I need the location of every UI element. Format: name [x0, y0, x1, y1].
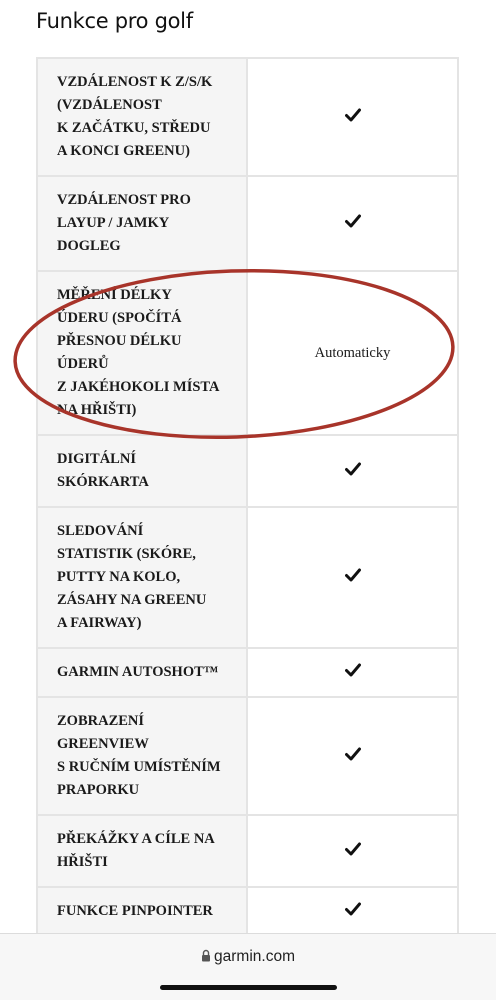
- feature-value: [247, 887, 458, 936]
- table-row: [37, 435, 458, 507]
- check-icon: [345, 108, 361, 122]
- lock-icon: [201, 949, 211, 962]
- home-indicator[interactable]: [160, 985, 337, 990]
- check-icon: [345, 902, 361, 916]
- feature-value: [247, 648, 458, 697]
- check-icon: [345, 214, 361, 228]
- feature-label: VZDÁLENOST K Z/S/K (VZDÁLENOST K ZAČÁTKU, STŘEDU A KONCI GREENU): [37, 58, 247, 176]
- feature-label: SLEDOVÁNÍ STATISTIK (SKÓRE, PUTTY NA KOLO, ZÁSAHY NA GREENU A FAIRWAY): [37, 507, 247, 648]
- check-icon: [345, 842, 361, 856]
- feature-value: [247, 815, 458, 887]
- feature-value: [247, 435, 458, 507]
- table-row: [37, 697, 458, 815]
- feature-label: MĚŘENÍ DÉLKY ÚDERU (SPOČÍTÁ PŘESNOU DÉLKU ÚDERŮ Z JAKÉHOKOLI MÍSTA NA HŘIŠTI): [37, 271, 247, 435]
- feature-label: FUNKCE PINPOINTER: [37, 887, 247, 936]
- check-icon: [345, 462, 361, 476]
- browser-bottom-bar: [0, 933, 496, 1000]
- feature-label: VZDÁLENOST PRO LAYUP / JAMKY DOGLEG: [37, 176, 247, 271]
- feature-value: [247, 697, 458, 815]
- check-icon: [345, 747, 361, 761]
- table-row: [37, 271, 458, 435]
- table-row: [37, 507, 458, 648]
- address-bar[interactable]: [0, 948, 496, 966]
- check-icon: [345, 663, 361, 677]
- page-title: Funkce pro golf: [36, 9, 193, 33]
- url-text: garmin.com: [214, 948, 295, 965]
- feature-value-text: Automaticky: [314, 344, 391, 361]
- table-row: [37, 176, 458, 271]
- features-table: [36, 57, 459, 1000]
- feature-value: [247, 58, 458, 176]
- table-row: [37, 648, 458, 697]
- feature-label: ZOBRAZENÍ GREENVIEW S RUČNÍM UMÍSTĚNÍM PRAPORKU: [37, 697, 247, 815]
- feature-label: DIGITÁLNÍ SKÓRKARTA: [37, 435, 247, 507]
- feature-label: GARMIN AUTOSHOT™: [37, 648, 247, 697]
- feature-value: [247, 176, 458, 271]
- table-row: [37, 58, 458, 176]
- table-row: [37, 887, 458, 936]
- feature-label: PŘEKÁŽKY A CÍLE NA HŘIŠTI: [37, 815, 247, 887]
- features-table-wrap: [36, 57, 457, 1000]
- feature-value: [247, 507, 458, 648]
- check-icon: [345, 568, 361, 582]
- table-row: [37, 815, 458, 887]
- feature-value: [247, 271, 458, 435]
